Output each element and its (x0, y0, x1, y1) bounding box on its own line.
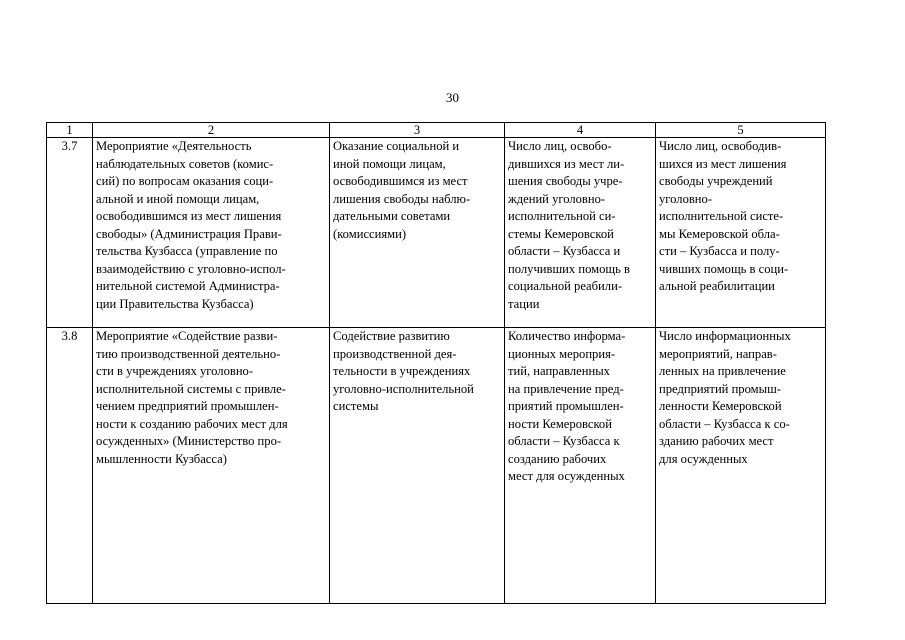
cell-text-line: исполнительной системы с привле- (96, 381, 286, 396)
header-col-2: 2 (93, 123, 330, 138)
cell-text-line: чением предприятий промышлен- (96, 399, 279, 413)
cell-text-line: дившихся из мест ли- (508, 156, 625, 171)
cell-text-line: уголовно- (659, 191, 713, 206)
cell-text-line: сти в учреждениях уголовно- (96, 364, 254, 378)
cell-text-line: Мероприятие «Деятельность (96, 139, 252, 153)
cell-text-line: ции Правительства Кузбасса) (96, 296, 254, 311)
cell-text-line: свободы учреждений (659, 174, 773, 188)
result-cell (656, 328, 826, 604)
cell-text-line: мероприятий, направ- (659, 346, 777, 361)
table-row (47, 138, 826, 328)
cell-text-line: системы (333, 399, 379, 413)
cell-text-line: нительной системой Администра- (96, 279, 280, 293)
result-cell (656, 138, 826, 328)
cell-text-line: освободившимся из мест (333, 174, 468, 188)
cell-text-line: производственной дея- (333, 346, 457, 361)
cell-text-line: области – Кузбасса и (508, 244, 621, 258)
cell-text-line: ленности Кемеровской (659, 399, 782, 413)
cell-text-line: шихся из мест лишения (659, 156, 787, 171)
cell-text-line: социальной реабили- (508, 279, 623, 293)
header-col-1: 1 (47, 123, 93, 138)
cell-text-line: созданию рабочих (508, 451, 607, 466)
cell-text-line: Мероприятие «Содействие разви- (96, 329, 278, 343)
cell-text-line: ждений уголовно- (508, 191, 606, 206)
indicator-cell (505, 138, 656, 328)
cell-text-line: тельности в учреждениях (333, 364, 471, 378)
cell-text-line: Количество информа- (508, 329, 626, 343)
cell-text-line: альной и иной помощи лицам, (96, 191, 260, 206)
event-description-cell (93, 328, 330, 604)
cell-text-line: тельства Кузбасса (управление по (96, 244, 278, 258)
row-number: 3.8 (47, 328, 93, 604)
cell-text-line: сти – Кузбасса и полу- (659, 244, 780, 258)
cell-text-line: взаимодействию с уголовно-испол- (96, 261, 286, 276)
cell-text-line: ленных на привлечение (659, 364, 786, 378)
cell-text-line: наблюдательных советов (комис- (96, 156, 274, 171)
cell-text-line: альной реабилитации (659, 279, 775, 293)
event-description-cell (93, 138, 330, 328)
cell-text-line: Содействие развитию (333, 329, 450, 343)
event-content-cell (330, 138, 505, 328)
cell-text-line: мест для осужденных (508, 469, 625, 483)
cell-text-line: Число лиц, освободив- (659, 139, 782, 153)
row-number: 3.7 (47, 138, 93, 328)
cell-text-line: уголовно-исполнительной (333, 381, 474, 396)
cell-text-line: стемы Кемеровской (508, 226, 614, 241)
cell-text-line: свободы» (Администрация Прави- (96, 226, 282, 241)
header-col-4: 4 (505, 123, 656, 138)
cell-text-line: чивших помощь в соци- (659, 261, 789, 276)
indicator-cell (505, 328, 656, 604)
cell-text-line: мы Кемеровской обла- (659, 226, 780, 241)
cell-text-line: тию производственной деятельно- (96, 346, 281, 361)
cell-text-line: области – Кузбасса к со- (659, 416, 790, 431)
cell-text-line: иной помощи лицам, (333, 156, 446, 171)
header-col-3: 3 (330, 123, 505, 138)
cell-text-line: тации (508, 296, 540, 311)
cell-text-line: мышленности Кузбасса) (96, 451, 227, 466)
cell-text-line: получивших помощь в (508, 261, 630, 276)
table-header-row (47, 123, 826, 138)
cell-text-line: освободившимся из мест лишения (96, 209, 282, 223)
cell-text-line: Оказание социальной и (333, 139, 460, 153)
cell-text-line: ности Кемеровской (508, 416, 612, 431)
cell-text-line: шения свободы учре- (508, 174, 623, 188)
cell-text-line: дательными советами (333, 209, 451, 223)
table-row (47, 328, 826, 604)
cell-text-line: ности к созданию рабочих мест для (96, 416, 288, 431)
cell-text-line: тий, направленных (508, 364, 610, 378)
cell-text-line: ционных мероприя- (508, 346, 616, 361)
measures-table (46, 122, 826, 604)
cell-text-line: исполнительной си- (508, 209, 616, 223)
event-content-cell (330, 328, 505, 604)
cell-text-line: для осужденных (659, 451, 748, 466)
cell-text-line: осужденных» (Министерство про- (96, 434, 282, 448)
cell-text-line: лишения свободы наблю- (333, 191, 471, 206)
cell-text-line: предприятий промыш- (659, 381, 781, 396)
cell-text-line: области – Кузбасса к (508, 434, 620, 448)
cell-text-line: (комиссиями) (333, 226, 407, 241)
cell-text-line: зданию рабочих мест (659, 434, 774, 448)
cell-text-line: на привлечение пред- (508, 381, 624, 396)
page-number: 30 (446, 90, 459, 105)
header-col-5: 5 (656, 123, 826, 138)
cell-text-line: Число лиц, освобо- (508, 139, 612, 153)
cell-text-line: исполнительной систе- (659, 209, 784, 223)
cell-text-line: приятий промышлен- (508, 399, 624, 413)
cell-text-line: сий) по вопросам оказания соци- (96, 174, 274, 188)
cell-text-line: Число информационных (659, 329, 791, 343)
